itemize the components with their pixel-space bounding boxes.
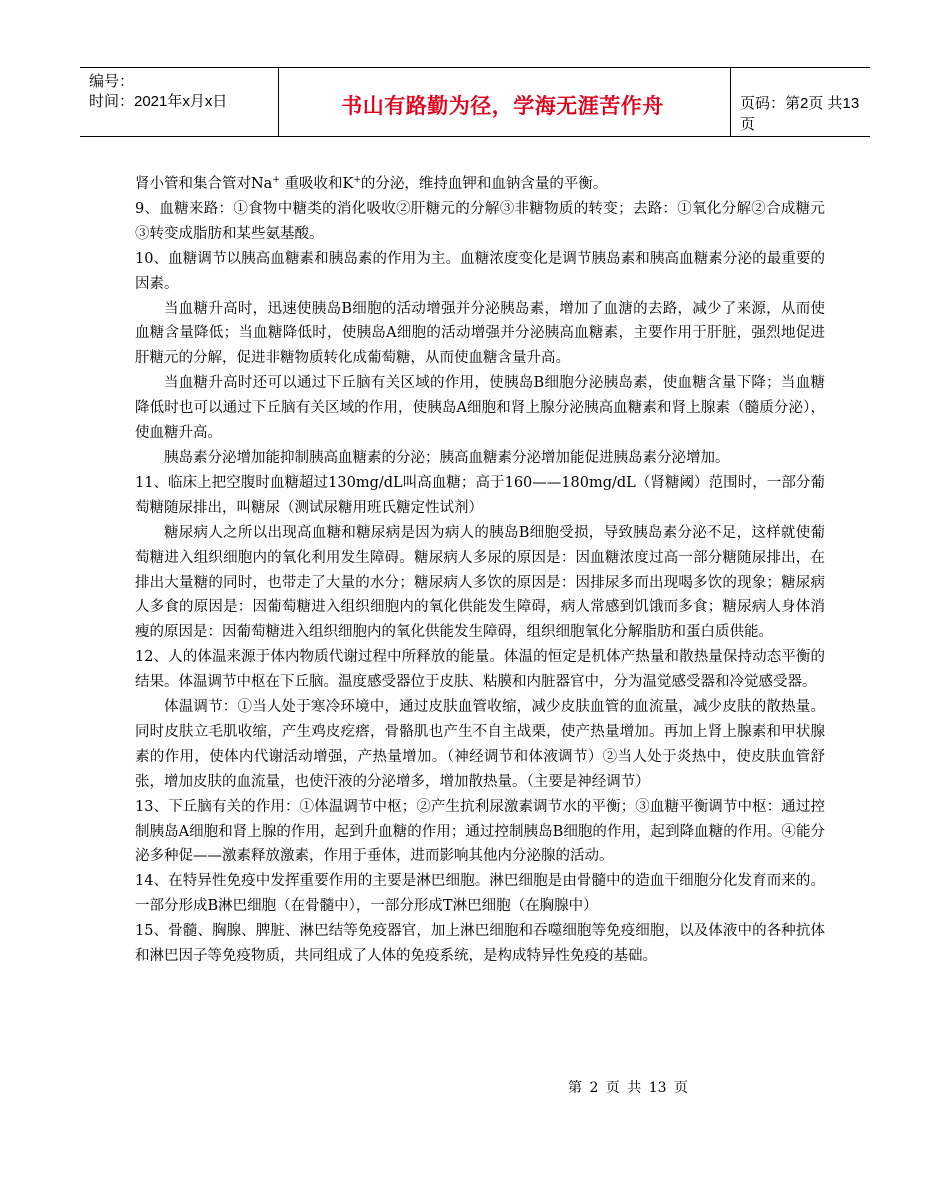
paragraph-item-12: 12、人的体温来源于体内物质代谢过程中所释放的能量。体温的恒定是机体产热量和散热量保持动态平衡的结果。体温调节中枢在下丘脑。温度感受器位于皮肤、粘膜和内脏器官中，分为温觉感受器和冷觉感受器。	[135, 649, 825, 691]
paragraph: 糖尿病人之所以出现高血糖和糖尿病是因为病人的胰岛B细胞受损，导致胰岛素分泌不足，这样就使葡萄糖进入组织细胞内的氧化利用发生障碍。糖尿病人多尿的原因是：因血糖浓度过高一部分糖随尿排出，在排出大量糖的同时，也带走了大量的水分；糖尿病人多饮的原因是：因排尿多而出现喝多饮的现象；糖尿病人多食的原因是：因葡萄糖进入组织细胞内的氧化供能发生障碍，病人常感到饥饿而多食；糖尿病人身体消瘦的原因是：因葡萄糖进入组织细胞内的氧化供能发生障碍，组织细胞氧化分解脂肪和蛋白质供能。	[135, 524, 825, 641]
document-number-label: 编号：	[89, 73, 135, 90]
paragraph-item-15: 15、骨髓、胸腺、脾脏、淋巴结等免疫器官，加上淋巴细胞和吞噬细胞等免疫细胞，以及体液中的各种抗体和淋巴因子等免疫物质，共同组成了人体的免疫系统，是构成特异性免疫的基础。	[135, 923, 825, 965]
paragraph: 体温调节：①当人处于寒冷环境中，通过皮肤血管收缩，减少皮肤血管的血流量，减少皮肤的散热量。同时皮肤立毛肌收缩，产生鸡皮疙瘩，骨骼肌也产生不自主战栗，使产热量增加。再加上肾上腺素和甲状腺素的作用，使体内代谢活动增强，产热量增加。（神经调节和体液调节）②当人处于炎热中，使皮肤血管舒张，增加皮肤的血流量，也使汗液的分泌增多，增加散热量。（主要是神经调节）	[135, 699, 825, 790]
document-date-label: 时间：2021年x月x日	[89, 93, 228, 110]
paragraph-item-10: 10、血糖调节以胰高血糖素和胰岛素的作用为主。血糖浓度变化是调节胰岛素和胰高血糖素分泌的最重要的因素。	[135, 250, 825, 292]
header-meta	[89, 72, 227, 112]
page-footer: 第 2 页 共 13 页	[568, 1080, 688, 1096]
page-header	[80, 67, 870, 137]
paragraph: 当血糖升高时，迅速使胰岛B细胞的活动增强并分泌胰岛素，增加了血溏的去路，减少了来源，从而使血糖含量降低；当血糖降低时，使胰岛A细胞的活动增强并分泌胰高血糖素，主要作用于肝脏，强烈地促进肝糖元的分解，促进非糖物质转化成葡萄糖，从而使血糖含量升高。	[135, 300, 825, 367]
paragraph: 当血糖升高时还可以通过下丘脑有关区域的作用，使胰岛B细胞分泌胰岛素，使血糖含量下降；当血糖降低时也可以通过下丘脑有关区域的作用，使胰岛A细胞和肾上腺分泌胰高血糖素和肾上腺素（髓质分泌），使血糖升高。	[135, 375, 825, 442]
document-body	[135, 172, 825, 969]
paragraph-item-9: 9、血糖来路：①食物中糖类的消化吸收②肝糖元的分解③非糖物质的转变；去路：①氧化分解②合成糖元③转变成脂肪和某些氨基酸。	[135, 200, 825, 242]
header-motto: 书山有路勤为径，学海无涯苦作舟	[341, 94, 664, 118]
header-page-info: 页码：第2页 共13页	[740, 95, 860, 133]
paragraph-item-11: 11、临床上把空腹时血糖超过130mg/dL叫高血糖；高于160——180mg/dL（肾糖阈）范围时，一部分葡萄糖随尿排出，叫糖尿（测试尿糖用班氏糖定性试剂）	[135, 474, 825, 516]
paragraph-item-14: 14、在特异性免疫中发挥重要作用的主要是淋巴细胞。淋巴细胞是由骨髓中的造血干细胞分化发育而来的。一部分形成B淋巴细胞（在骨髓中），一部分形成T淋巴细胞（在胸腺中）	[135, 873, 825, 915]
paragraph: 胰岛素分泌增加能抑制胰高血糖素的分泌；胰高血糖素分泌增加能促进胰岛素分泌增加。	[164, 449, 730, 466]
header-divider	[730, 68, 731, 136]
header-divider	[278, 68, 279, 136]
paragraph-item-13: 13、下丘脑有关的作用：①体温调节中枢；②产生抗利尿激素调节水的平衡；③血糖平衡调节中枢：通过控制胰岛A细胞和肾上腺的作用，起到升血糖的作用；通过控制胰岛B细胞的作用，起到降血糖的作用。④能分泌多种促——激素释放激素，作用于垂体，进而影响其他内分泌腺的活动。	[135, 798, 825, 865]
paragraph: 肾小管和集合管对Na+ 重吸收和K+的分泌，维持血钾和血钠含量的平衡。	[135, 175, 608, 192]
